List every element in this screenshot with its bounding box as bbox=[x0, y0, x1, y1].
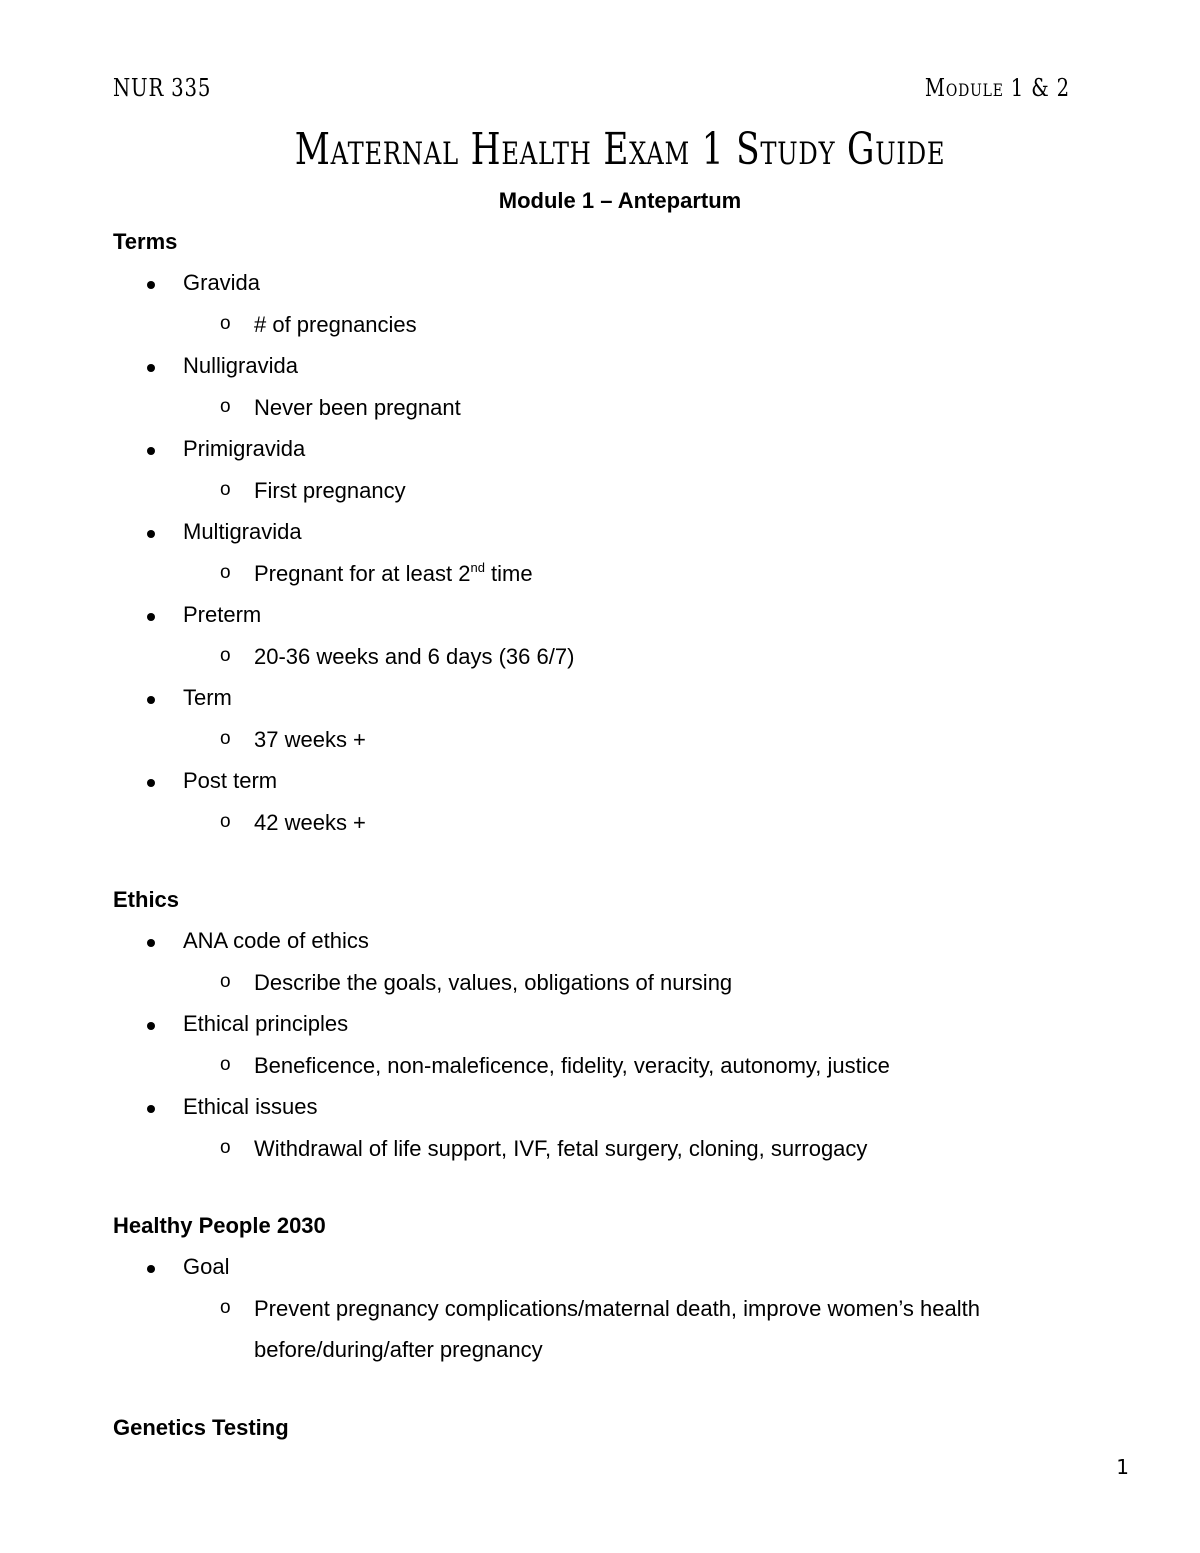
sub-item-text-line1: o Prevent pregnancy complications/maternal death, improve women’s health bbox=[254, 1295, 980, 1321]
content-body bbox=[113, 228, 1113, 1455]
section-healthy-people bbox=[113, 1212, 1113, 1378]
page-number: 1 bbox=[1116, 1455, 1129, 1479]
sub-list-item bbox=[113, 643, 1113, 685]
sub-item-text: o 37 weeks + bbox=[254, 726, 366, 752]
section-terms bbox=[113, 228, 1113, 850]
sub-item-text-line2: before/during/after pregnancy bbox=[254, 1337, 543, 1362]
spacer bbox=[113, 850, 1113, 886]
page-title bbox=[0, 124, 1200, 176]
sub-list-item bbox=[113, 477, 1113, 519]
section-heading-ethics: Ethics bbox=[113, 887, 180, 912]
sub-list-item bbox=[113, 311, 1113, 353]
spacer bbox=[113, 1176, 1113, 1212]
list-item: ANA code of ethics bbox=[113, 927, 1113, 969]
list-item: Post term bbox=[113, 767, 1113, 809]
sub-item-text: o Withdrawal of life support, IVF, fetal surgery, cloning, surrogacy bbox=[254, 1135, 868, 1161]
superscript-ordinal: nd bbox=[470, 559, 485, 575]
list-item: Nulligravida bbox=[113, 352, 1113, 394]
module-heading: Module 1 – Antepartum bbox=[498, 188, 742, 213]
sub-list-item bbox=[113, 560, 1113, 602]
sub-item-text: o # of pregnancies bbox=[254, 311, 417, 337]
sub-item-text: o 20-36 weeks and 6 days (36 6/7) bbox=[254, 643, 575, 669]
list-item: Preterm bbox=[113, 601, 1113, 643]
sub-item-text: o Never been pregnant bbox=[254, 394, 461, 420]
list-item: Goal bbox=[113, 1253, 1113, 1295]
section-genetics bbox=[113, 1414, 1113, 1455]
sub-list-item bbox=[113, 1135, 1113, 1177]
sub-list-item bbox=[113, 726, 1113, 768]
list-item: Ethical principles bbox=[113, 1010, 1113, 1052]
sub-item-text: o First pregnancy bbox=[254, 477, 406, 503]
list-item: Ethical issues bbox=[113, 1093, 1113, 1135]
sub-item-text: o Describe the goals, values, obligations of nursing bbox=[254, 969, 733, 995]
list-item: Gravida bbox=[113, 269, 1113, 311]
sub-list-item bbox=[113, 969, 1113, 1011]
section-heading-healthy-people: Healthy People 2030 bbox=[113, 1213, 326, 1238]
section-heading-terms: Terms bbox=[113, 229, 178, 254]
list-item: Multigravida bbox=[113, 518, 1113, 560]
header-course: NUR 335 bbox=[113, 74, 212, 102]
spacer bbox=[113, 1378, 1113, 1414]
sub-list-item bbox=[113, 809, 1113, 851]
sub-list-item bbox=[113, 1052, 1113, 1094]
sub-item-text-part: Pregnant for at least 2 bbox=[254, 560, 471, 586]
header-modules: Module 1 & 2 bbox=[924, 74, 1070, 102]
sub-item-text: o Beneficence, non-maleficence, fidelity, veracity, autonomy, justice bbox=[254, 1052, 890, 1078]
section-heading-genetics: Genetics Testing bbox=[113, 1414, 289, 1440]
list-item: Term bbox=[113, 684, 1113, 726]
section-ethics bbox=[113, 886, 1113, 1176]
list-item: Primigravida bbox=[113, 435, 1113, 477]
sub-list-item bbox=[113, 394, 1113, 436]
sub-item-text: o 42 weeks + bbox=[254, 809, 366, 835]
sub-item-text-part: time bbox=[484, 560, 533, 586]
sub-list-item bbox=[113, 1295, 1113, 1378]
page-title-text: Maternal Health Exam 1 Study Guide bbox=[294, 124, 946, 175]
sub-item-text bbox=[254, 560, 1113, 602]
